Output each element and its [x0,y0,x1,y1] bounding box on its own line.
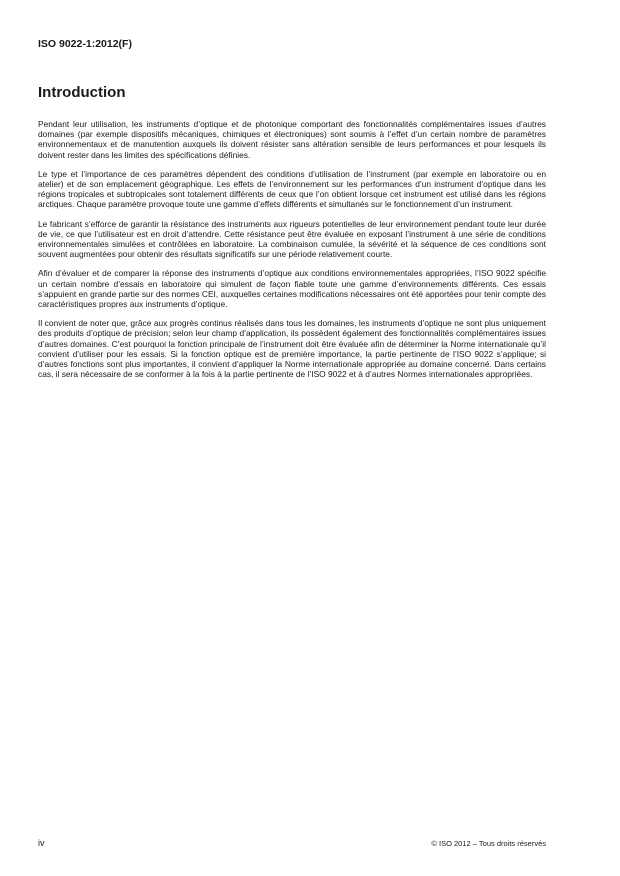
paragraph: Le fabricant s’efforce de garantir la résistance des instruments aux rigueurs potentielles de leur environnement pendant toute leur durée de vie, ce que l’utilisateur est en droit d’attendre. Cette résistance peut être évaluée en exposant l’instrument à une série de conditions environnementales simulées et contrôlées en laboratoire. La combinaison cumulée, la sévérité et la séquence de ces conditions sont souvent augmentées pour obtenir des résultats significatifs sur une période relativement courte. [38,218,546,260]
paragraph: Le type et l’importance de ces paramètres dépendent des conditions d’utilisation de l’instrument (par exemple en laboratoire ou en atelier) et de son emplacement géographique. Les effets de l’environnement sur les performances d’un instrument d’optique dans les régions tropicales et subtropicales sont totalement différents de ceux que l’on obtient lorsque cet instrument est utilisé dans les régions arctiques. Chaque paramètre provoque toute une gamme d’effets différents et simultanés sur le fonctionnement d’un instrument. [38,168,546,210]
page-number: iv [38,838,45,848]
paragraph: Afin d’évaluer et de comparer la réponse des instruments d’optique aux conditions environnementales appropriées, l’ISO 9022 spécifie un certain nombre d’essais en laboratoire qui simulent de façon fiable toute une gamme d’environnements différents. Ces essais s’appuient en grande partie sur des normes CEI, auxquelles certaines modifications nécessaires ont été apportées pour tenir compte des caractéristiques propres aux instruments d’optique. [38,268,546,310]
paragraph: Pendant leur utilisation, les instruments d’optique et de photonique comportant des fonctionnalités complémentaires issues d’autres domaines (par exemple dispositifs mécaniques, chimiques et électroniques) sont soumis à l’effet d’un certain nombre de paramètres environnementaux et de manutention auxquels ils doivent résister sans altération sensible de leurs performances et pour lesquels ils doivent rester dans les limites des spécifications définies. [38,119,546,160]
paragraph: Il convient de noter que, grâce aux progrès continus réalisés dans tous les domaines, les instruments d’optique ne sont plus uniquement des produits d’optique de précision; selon leur champ d’application, ils possèdent également des fonctionnalités complémentaires issues d’autres domaines. C’est pourquoi la fonction principale de l’instrument doit être évaluée afin de déterminer la Norme internationale qu’il convient d’utiliser pour les essais. Si la fonction optique est de première importance, la partie pertinente de l’ISO 9022 s’applique; si d’autres fonctions sont plus importantes, il convient d’appliquer la Norme internationale appropriée au domaine concerné. Dans certains cas, il sera nécessaire de se conformer à la fois à la partie pertinente de l’ISO 9022 et à d’autres Normes internationales appropriées. [38,318,546,380]
section-title: Introduction [38,84,126,101]
copyright-notice: © ISO 2012 – Tous droits réservés [431,839,546,848]
document-code: ISO 9022-1:2012(F) [38,38,132,50]
body-text [38,119,546,388]
